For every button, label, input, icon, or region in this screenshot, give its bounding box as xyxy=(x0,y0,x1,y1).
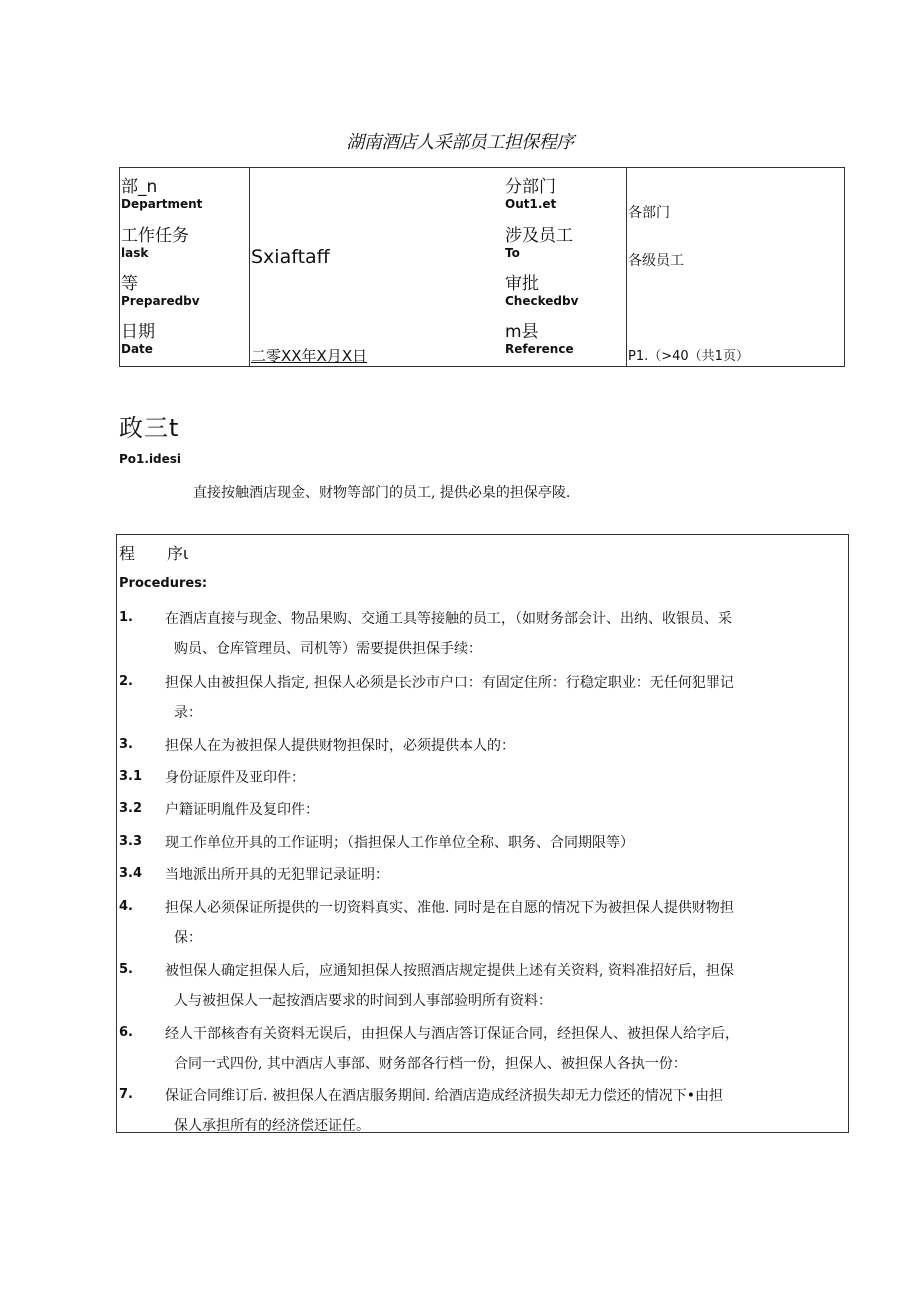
procedure-line: 担保人由被担保人指定, 担保人必须是长沙市户口：有固定住所：行稳定职业：无任何犯罪记 xyxy=(165,675,734,691)
procedure-number: 5. xyxy=(119,962,133,977)
policy-heading: 政三t xyxy=(119,414,180,442)
procedure-line: 被怛保人确定担保人后，应通知担保人按照酒店规定提供上述有关资料, 资料准招好后，担保 xyxy=(165,963,734,979)
procedure-line: 合同一式四份, 其中酒店人事部、财务部各行档一份，担保人、被担保人各执一份： xyxy=(174,1056,687,1072)
task-label: 工作任务 lask xyxy=(121,226,189,260)
to-label: 涉及员工 To xyxy=(505,226,573,260)
date-value: 二零XX年X月X日 xyxy=(251,347,368,365)
table-divider xyxy=(249,168,250,366)
procedures-heading: 程 序ι xyxy=(119,544,189,563)
procedure-line: 保人承担所有的经济偿还证任。 xyxy=(174,1118,370,1134)
procedure-number: 1. xyxy=(119,610,133,625)
procedure-number: 4. xyxy=(119,899,133,914)
date-label: 日期 Date xyxy=(121,322,155,356)
department-value: Sxiaftaff xyxy=(251,246,330,268)
procedure-number: 6. xyxy=(119,1025,133,1040)
procedure-line: 保： xyxy=(174,930,202,946)
prepared-by-label: 等 Preparedbv xyxy=(121,274,200,308)
procedure-line: 保证合同维订后. 被担保人在酒店服务期间. 给酒店造成经济损失却无力偿还的情况下•由担 xyxy=(165,1088,724,1104)
procedure-number: 3.3 xyxy=(119,834,143,849)
procedure-number: 3.2 xyxy=(119,801,143,816)
policy-subheading: Po1.idesi xyxy=(119,452,182,466)
header-table xyxy=(119,167,845,367)
procedure-number: 3. xyxy=(119,737,133,752)
procedure-number: 2. xyxy=(119,674,133,689)
procedures-heading-en: Procedures: xyxy=(119,576,208,591)
procedure-line: 担保人在为被担保人提供财物担保时，必须提供本人的： xyxy=(165,738,515,754)
procedure-line: 当地派出所开具的无犯罪记录证明： xyxy=(165,867,389,883)
procedure-line: 人与被担保人一起按酒店要求的时间到人事部验明所有资料： xyxy=(174,993,552,1009)
procedure-line: 经人干部核杳有关资料无误后，由担保人与酒店答订保证合同，经担保人、被担保人给字后， xyxy=(165,1026,739,1042)
department-label: 部_n Department xyxy=(121,177,203,211)
table-divider xyxy=(626,168,627,366)
procedure-number: 7. xyxy=(119,1087,133,1102)
to-value: 各级员工 xyxy=(628,253,684,269)
reference-label: m县 Reference xyxy=(505,322,574,356)
reference-value: P1.（>40（共1页） xyxy=(628,349,749,364)
procedure-line: 在酒店直接与现金、物品果购、交通工具等接触的员工，（如财务部会计、出纳、收银员、采 xyxy=(165,611,732,627)
procedure-number: 3.4 xyxy=(119,866,143,881)
procedure-number: 3.1 xyxy=(119,769,143,784)
policy-text: 直接按触酒店现金、财物等部门的员工, 提供必臬的担保亭陵. xyxy=(193,485,571,501)
outlet-value: 各部门 xyxy=(628,205,670,221)
procedure-line: 身份证原件及亚印件： xyxy=(165,770,305,786)
procedure-line: 户籍证明胤件及复印件： xyxy=(165,802,319,818)
procedure-line: 现工作单位开具的工作证明；（指担保人工作单位全称、职务、合同期限等） xyxy=(165,835,634,851)
checked-by-label: 审批 Checkedbv xyxy=(505,274,579,308)
procedure-line: 录： xyxy=(174,705,202,721)
procedure-line: 担保人必须保证所提供的一切资料真实、准他. 同时是在自愿的情况下为被担保人提供财物担 xyxy=(165,900,734,916)
procedure-line: 购员、仓库管理员、司机等）需要提供担保手续： xyxy=(174,641,482,657)
outlet-label: 分部门 Out1.et xyxy=(505,177,557,211)
document-title: 湖南酒店人采部员工担保程序 xyxy=(346,132,574,153)
